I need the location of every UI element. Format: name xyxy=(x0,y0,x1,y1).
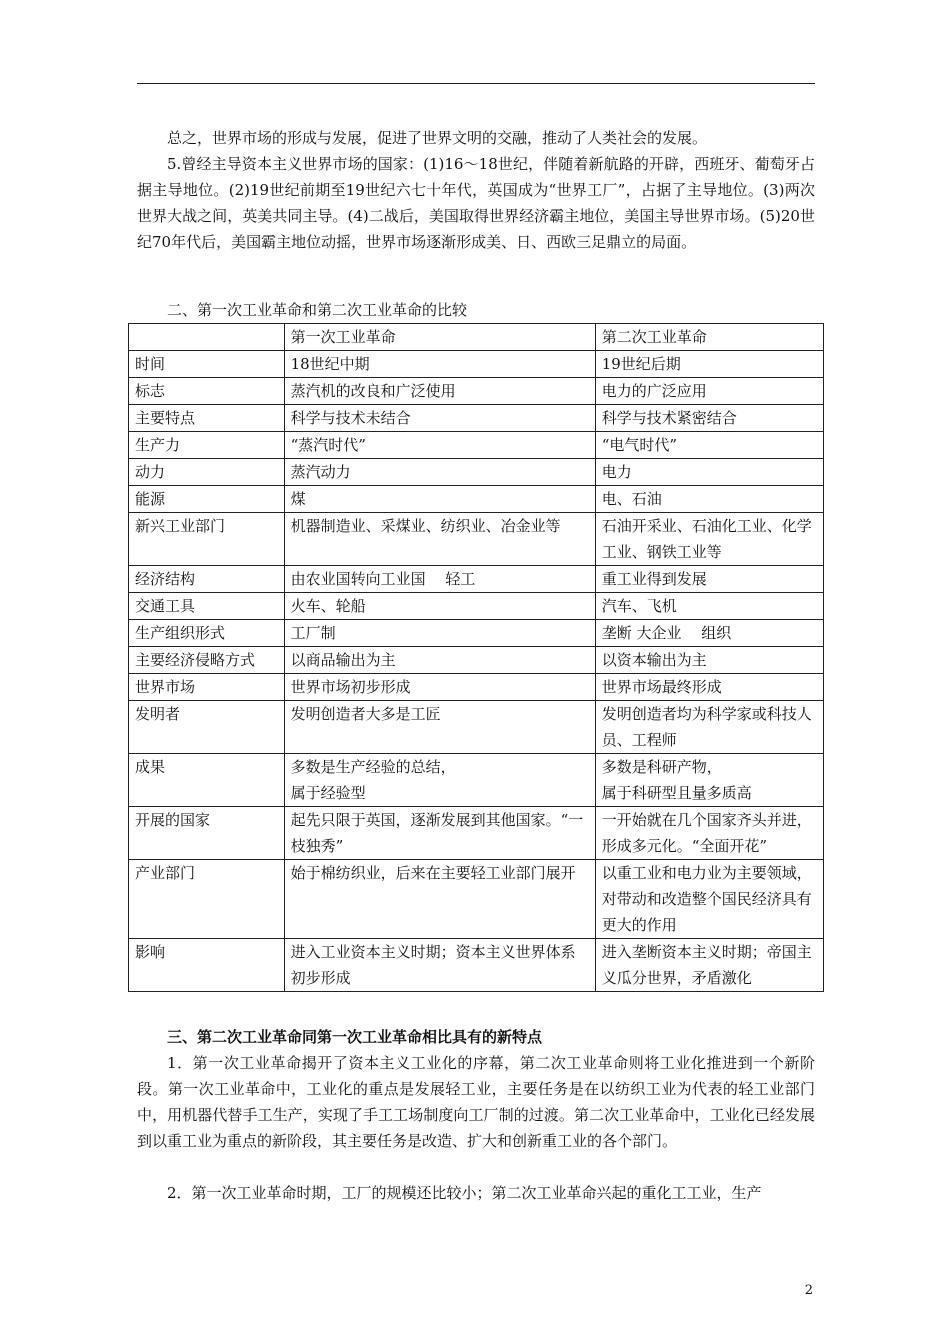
table-header-cell: 第二次工业革命 xyxy=(595,324,823,351)
table-cell: 多数是科研产物， 属于科研型且量多质高 xyxy=(595,754,823,807)
comparison-table xyxy=(128,323,824,992)
row-label-cell: 生产力 xyxy=(129,432,285,459)
table-cell: 火车、轮船 xyxy=(284,593,595,620)
paragraph-point-1: 1．第一次工业革命揭开了资本主义工业化的序幕，第二次工业革命则将工业化推进到一个新阶段。第一次工业革命中，工业化的重点是发展轻工业，主要任务是在以纺织工业为代表的轻工业部门中，用机器代替手工生产，实现了手工工场制度向工厂制的过渡。第二次工业革命中，工业化已经发展到以重工业为重点的新阶段，其主要任务是改造、扩大和创新重工业的各个部门。 xyxy=(137,1054,815,1150)
row-label-cell: 发明者 xyxy=(129,701,285,754)
row-label-cell: 主要经济侵略方式 xyxy=(129,647,285,674)
row-label-cell: 时间 xyxy=(129,351,285,378)
table-row xyxy=(129,566,824,593)
table-header-cell xyxy=(129,324,285,351)
table-cell: 石油开采业、石油化工业、化学工业、钢铁工业等 xyxy=(595,513,823,566)
table-cell: 进入垄断资本主义时期；帝国主义瓜分世界，矛盾激化 xyxy=(595,939,823,992)
table-row xyxy=(129,351,824,378)
table-cell: 世界市场初步形成 xyxy=(284,674,595,701)
table-cell: 电力的广泛应用 xyxy=(595,378,823,405)
table-cell: 以商品输出为主 xyxy=(284,647,595,674)
table-row xyxy=(129,647,824,674)
table-cell: 电力 xyxy=(595,459,823,486)
table-cell: 多数是生产经验的总结， 属于经验型 xyxy=(284,754,595,807)
table-cell: 垄断 大企业 组织 xyxy=(595,620,823,647)
row-label-cell: 影响 xyxy=(129,939,285,992)
paragraph-world-market: 5.曾经主导资本主义世界市场的国家：(1)16～18世纪，伴随着新航路的开辟，西班牙、葡萄牙占据主导地位。(2)19世纪前期至19世纪六七十年代，英国成为“世界工厂”，占据了主导地位。(3)两次世界大战之间，英美共同主导。(4)二战后，美国取得世界经济霸主地位，美国主导世界市场。(5)20世纪70年代后，美国霸主地位动摇，世界市场逐渐形成美、日、西欧三足鼎立的局面。 xyxy=(137,155,815,251)
table-cell: 科学与技术未结合 xyxy=(284,405,595,432)
table-cell: 以资本输出为主 xyxy=(595,647,823,674)
table-row xyxy=(129,459,824,486)
table-row xyxy=(129,432,824,459)
table-row xyxy=(129,378,824,405)
table-cell: “电气时代” xyxy=(595,432,823,459)
row-label-cell: 生产组织形式 xyxy=(129,620,285,647)
table-cell: 18世纪中期 xyxy=(284,351,595,378)
row-label-cell: 主要特点 xyxy=(129,405,285,432)
table-cell: 发明创造者大多是工匠 xyxy=(284,701,595,754)
table-cell: 蒸汽机的改良和广泛使用 xyxy=(284,378,595,405)
page-number: 2 xyxy=(804,1283,813,1298)
table-cell: 电、石油 xyxy=(595,486,823,513)
row-label-cell: 成果 xyxy=(129,754,285,807)
row-label-cell: 产业部门 xyxy=(129,860,285,939)
paragraph-summary: 总之，世界市场的形成与发展，促进了世界文明的交融，推动了人类社会的发展。 xyxy=(167,129,708,147)
table-header-row xyxy=(129,324,824,351)
table-cell: 一开始就在几个国家齐头并进，形成多元化。“全面开花” xyxy=(595,807,823,860)
header-rule xyxy=(137,83,815,84)
table-cell: 进入工业资本主义时期；资本主义世界体系初步形成 xyxy=(284,939,595,992)
row-label-cell: 动力 xyxy=(129,459,285,486)
section3-title: 三、第二次工业革命同第一次工业革命相比具有的新特点 xyxy=(167,1028,543,1046)
table-cell: 世界市场最终形成 xyxy=(595,674,823,701)
table-row xyxy=(129,701,824,754)
section2-title: 二、第一次工业革命和第二次工业革命的比较 xyxy=(167,301,468,319)
row-label-cell: 交通工具 xyxy=(129,593,285,620)
row-label-cell: 新兴工业部门 xyxy=(129,513,285,566)
table-row xyxy=(129,513,824,566)
table-cell: 起先只限于英国，逐渐发展到其他国家。“一枝独秀” xyxy=(284,807,595,860)
table-row xyxy=(129,754,824,807)
table-cell: 始于棉纺织业，后来在主要轻工业部门展开 xyxy=(284,860,595,939)
row-label-cell: 标志 xyxy=(129,378,285,405)
row-label-cell: 世界市场 xyxy=(129,674,285,701)
paragraph-point-2: 2．第一次工业革命时期，工厂的规模还比较小；第二次工业革命兴起的重化工工业，生产 xyxy=(167,1184,762,1202)
table-row xyxy=(129,860,824,939)
table-row xyxy=(129,593,824,620)
table-cell: 煤 xyxy=(284,486,595,513)
table-row xyxy=(129,486,824,513)
table-row xyxy=(129,674,824,701)
row-label-cell: 能源 xyxy=(129,486,285,513)
table-cell: 19世纪后期 xyxy=(595,351,823,378)
table-cell: 工厂制 xyxy=(284,620,595,647)
table-row xyxy=(129,807,824,860)
table-cell: 发明创造者均为科学家或科技人员、工程师 xyxy=(595,701,823,754)
table-cell: 由农业国转向工业国 轻工 xyxy=(284,566,595,593)
table-header-cell: 第一次工业革命 xyxy=(284,324,595,351)
table-row xyxy=(129,405,824,432)
table-row xyxy=(129,620,824,647)
row-label-cell: 经济结构 xyxy=(129,566,285,593)
table-cell: 科学与技术紧密结合 xyxy=(595,405,823,432)
table-cell: 以重工业和电力业为主要领域，对带动和改造整个国民经济具有更大的作用 xyxy=(595,860,823,939)
table-cell: 重工业得到发展 xyxy=(595,566,823,593)
row-label-cell: 开展的国家 xyxy=(129,807,285,860)
table-cell: “蒸汽时代” xyxy=(284,432,595,459)
table-cell: 汽车、飞机 xyxy=(595,593,823,620)
table-cell: 蒸汽动力 xyxy=(284,459,595,486)
table-row xyxy=(129,939,824,992)
table-cell: 机器制造业、采煤业、纺织业、冶金业等 xyxy=(284,513,595,566)
